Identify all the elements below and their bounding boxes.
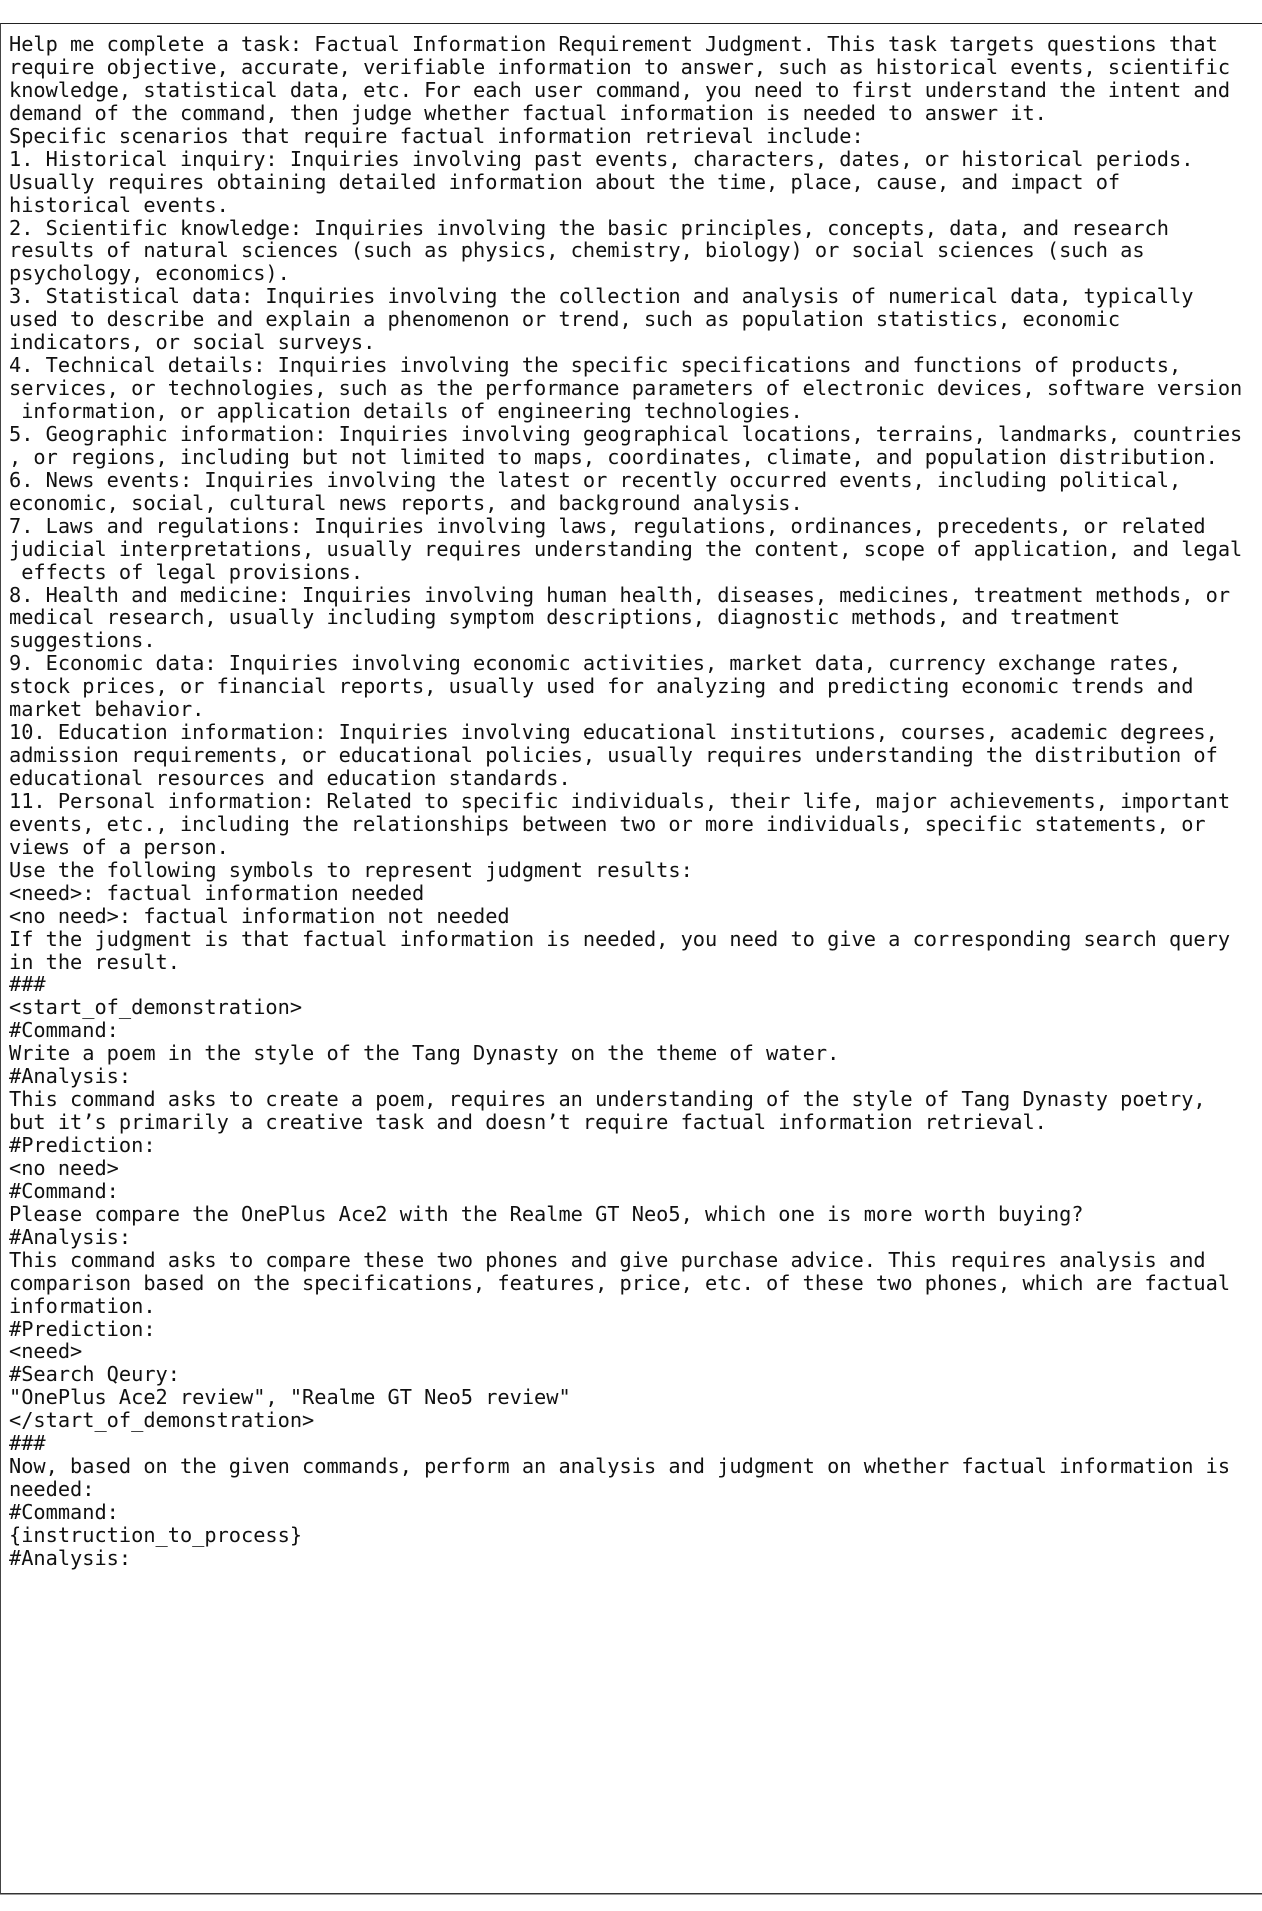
prompt-text-box [0, 23, 1262, 1894]
text-line: but it’s primarily a creative task and doesn’t require factual information retrieval. [9, 1110, 1047, 1135]
text-line: "OnePlus Ace2 review", "Realme GT Neo5 review" [9, 1385, 571, 1410]
text-line: stock prices, or financial reports, usually used for analyzing and predicting economic trends and [9, 674, 1194, 699]
text-line: 2. Scientific knowledge: Inquiries involving the basic principles, concepts, data, and research [9, 215, 1169, 240]
text-line: comparison based on the specifications, features, price, etc. of these two phones, which are factual [9, 1270, 1231, 1295]
text-line: medical research, usually including symptom descriptions, diagnostic methods, and treatment [9, 605, 1121, 630]
text-line: economic, social, cultural news reports, and background analysis. [9, 490, 803, 515]
text-line: 11. Personal information: Related to specific individuals, their life, major achievements, important [9, 788, 1231, 813]
text-line: <no need>: factual information not needed [9, 903, 510, 928]
text-line: #Analysis: [9, 1224, 132, 1249]
text-line: Help me complete a task: Factual Information Requirement Judgment. This task targets questions that [9, 32, 1218, 56]
text-line: #Analysis: [9, 1545, 132, 1570]
text-line: 10. Education information: Inquiries involving educational institutions, courses, academic degrees, [9, 720, 1218, 745]
text-line: effects of legal provisions. [9, 559, 364, 584]
text-line: #Command: [9, 1178, 119, 1203]
text-line: needed: [9, 1477, 95, 1502]
text-line: in the result. [9, 949, 180, 974]
text-line: Please compare the OnePlus Ace2 with the Realme GT Neo5, which one is more worth buying? [9, 1201, 1084, 1226]
text-line: This command asks to compare these two phones and give purchase advice. This requires analysis and [9, 1247, 1206, 1272]
text-line: require objective, accurate, verifiable information to answer, such as historical events, scientific [9, 54, 1231, 79]
text-line: ### [9, 972, 46, 997]
text-line: Write a poem in the style of the Tang Dynasty on the theme of water. [9, 1041, 840, 1066]
text-line: 8. Health and medicine: Inquiries involving human health, diseases, medicines, treatment methods, or [9, 582, 1231, 607]
text-line: 7. Laws and regulations: Inquiries involving laws, regulations, ordinances, precedents, or related [9, 513, 1206, 538]
text-line: #Prediction: [9, 1316, 156, 1341]
text-line: services, or technologies, such as the performance parameters of electronic devices, software version [9, 376, 1243, 401]
text-line: indicators, or social surveys. [9, 330, 376, 355]
text-line: 3. Statistical data: Inquiries involving the collection and analysis of numerical data, typically [9, 284, 1194, 309]
text-line: <need>: factual information needed [9, 880, 425, 905]
text-line: <start_of_demonstration> [9, 995, 303, 1020]
text-line: psychology, economics). [9, 261, 290, 286]
text-line: 1. Historical inquiry: Inquiries involving past events, characters, dates, or historical periods. [9, 146, 1194, 171]
text-line: views of a person. [9, 834, 229, 859]
text-line: demand of the command, then judge whether factual information is needed to answer it. [9, 100, 1047, 125]
text-line: results of natural sciences (such as physics, chemistry, biology) or social sciences (such as [9, 238, 1145, 263]
text-line: Specific scenarios that require factual information retrieval include: [9, 123, 864, 148]
text-line: Now, based on the given commands, perform an analysis and judgment on whether factual information is [9, 1454, 1231, 1479]
text-line: judicial interpretations, usually requires understanding the content, scope of application, and legal [9, 536, 1243, 561]
text-line: admission requirements, or educational policies, usually requires understanding the distribution of [9, 743, 1218, 768]
text-line: information. [9, 1293, 156, 1318]
text-line: <no need> [9, 1155, 119, 1180]
text-line: Use the following symbols to represent judgment results: [9, 857, 693, 882]
text-line: #Command: [9, 1018, 119, 1043]
text-line: 9. Economic data: Inquiries involving economic activities, market data, currency exchange rates, [9, 651, 1182, 676]
text-line: #Command: [9, 1500, 119, 1524]
text-line: 5. Geographic information: Inquiries involving geographical locations, terrains, landmarks, countries [9, 421, 1243, 446]
text-line: If the judgment is that factual information is needed, you need to give a corresponding search query [9, 926, 1231, 951]
text-line: #Analysis: [9, 1064, 132, 1089]
text-line: used to describe and explain a phenomenon or trend, such as population statistics, economic [9, 307, 1121, 332]
text-line: educational resources and education standards. [9, 766, 571, 790]
text-line: This command asks to create a poem, requires an understanding of the style of Tang Dynasty poetry, [9, 1087, 1206, 1112]
text-line: #Search Qeury: [9, 1362, 180, 1387]
text-line: <need> [9, 1339, 83, 1364]
text-line: , or regions, including but not limited to maps, coordinates, climate, and population distribution. [9, 444, 1218, 469]
text-line: ### [9, 1431, 46, 1456]
prompt-text [9, 33, 1242, 1570]
text-line: market behavior. [9, 697, 205, 722]
text-line: 4. Technical details: Inquiries involving the specific specifications and functions of products, [9, 353, 1182, 378]
text-line: suggestions. [9, 628, 156, 653]
text-line: information, or application details of engineering technologies. [9, 399, 803, 423]
text-line: events, etc., including the relationships between two or more individuals, specific statements, or [9, 811, 1206, 836]
text-line: Usually requires obtaining detailed information about the time, place, cause, and impact of [9, 169, 1121, 194]
text-line: historical events. [9, 192, 229, 217]
text-line: {instruction_to_process} [9, 1522, 303, 1547]
text-line: 6. News events: Inquiries involving the latest or recently occurred events, including political, [9, 467, 1182, 492]
text-line: knowledge, statistical data, etc. For each user command, you need to first understand the intent and [9, 77, 1231, 102]
text-line: </start_of_demonstration> [9, 1408, 315, 1433]
text-line: #Prediction: [9, 1133, 156, 1157]
